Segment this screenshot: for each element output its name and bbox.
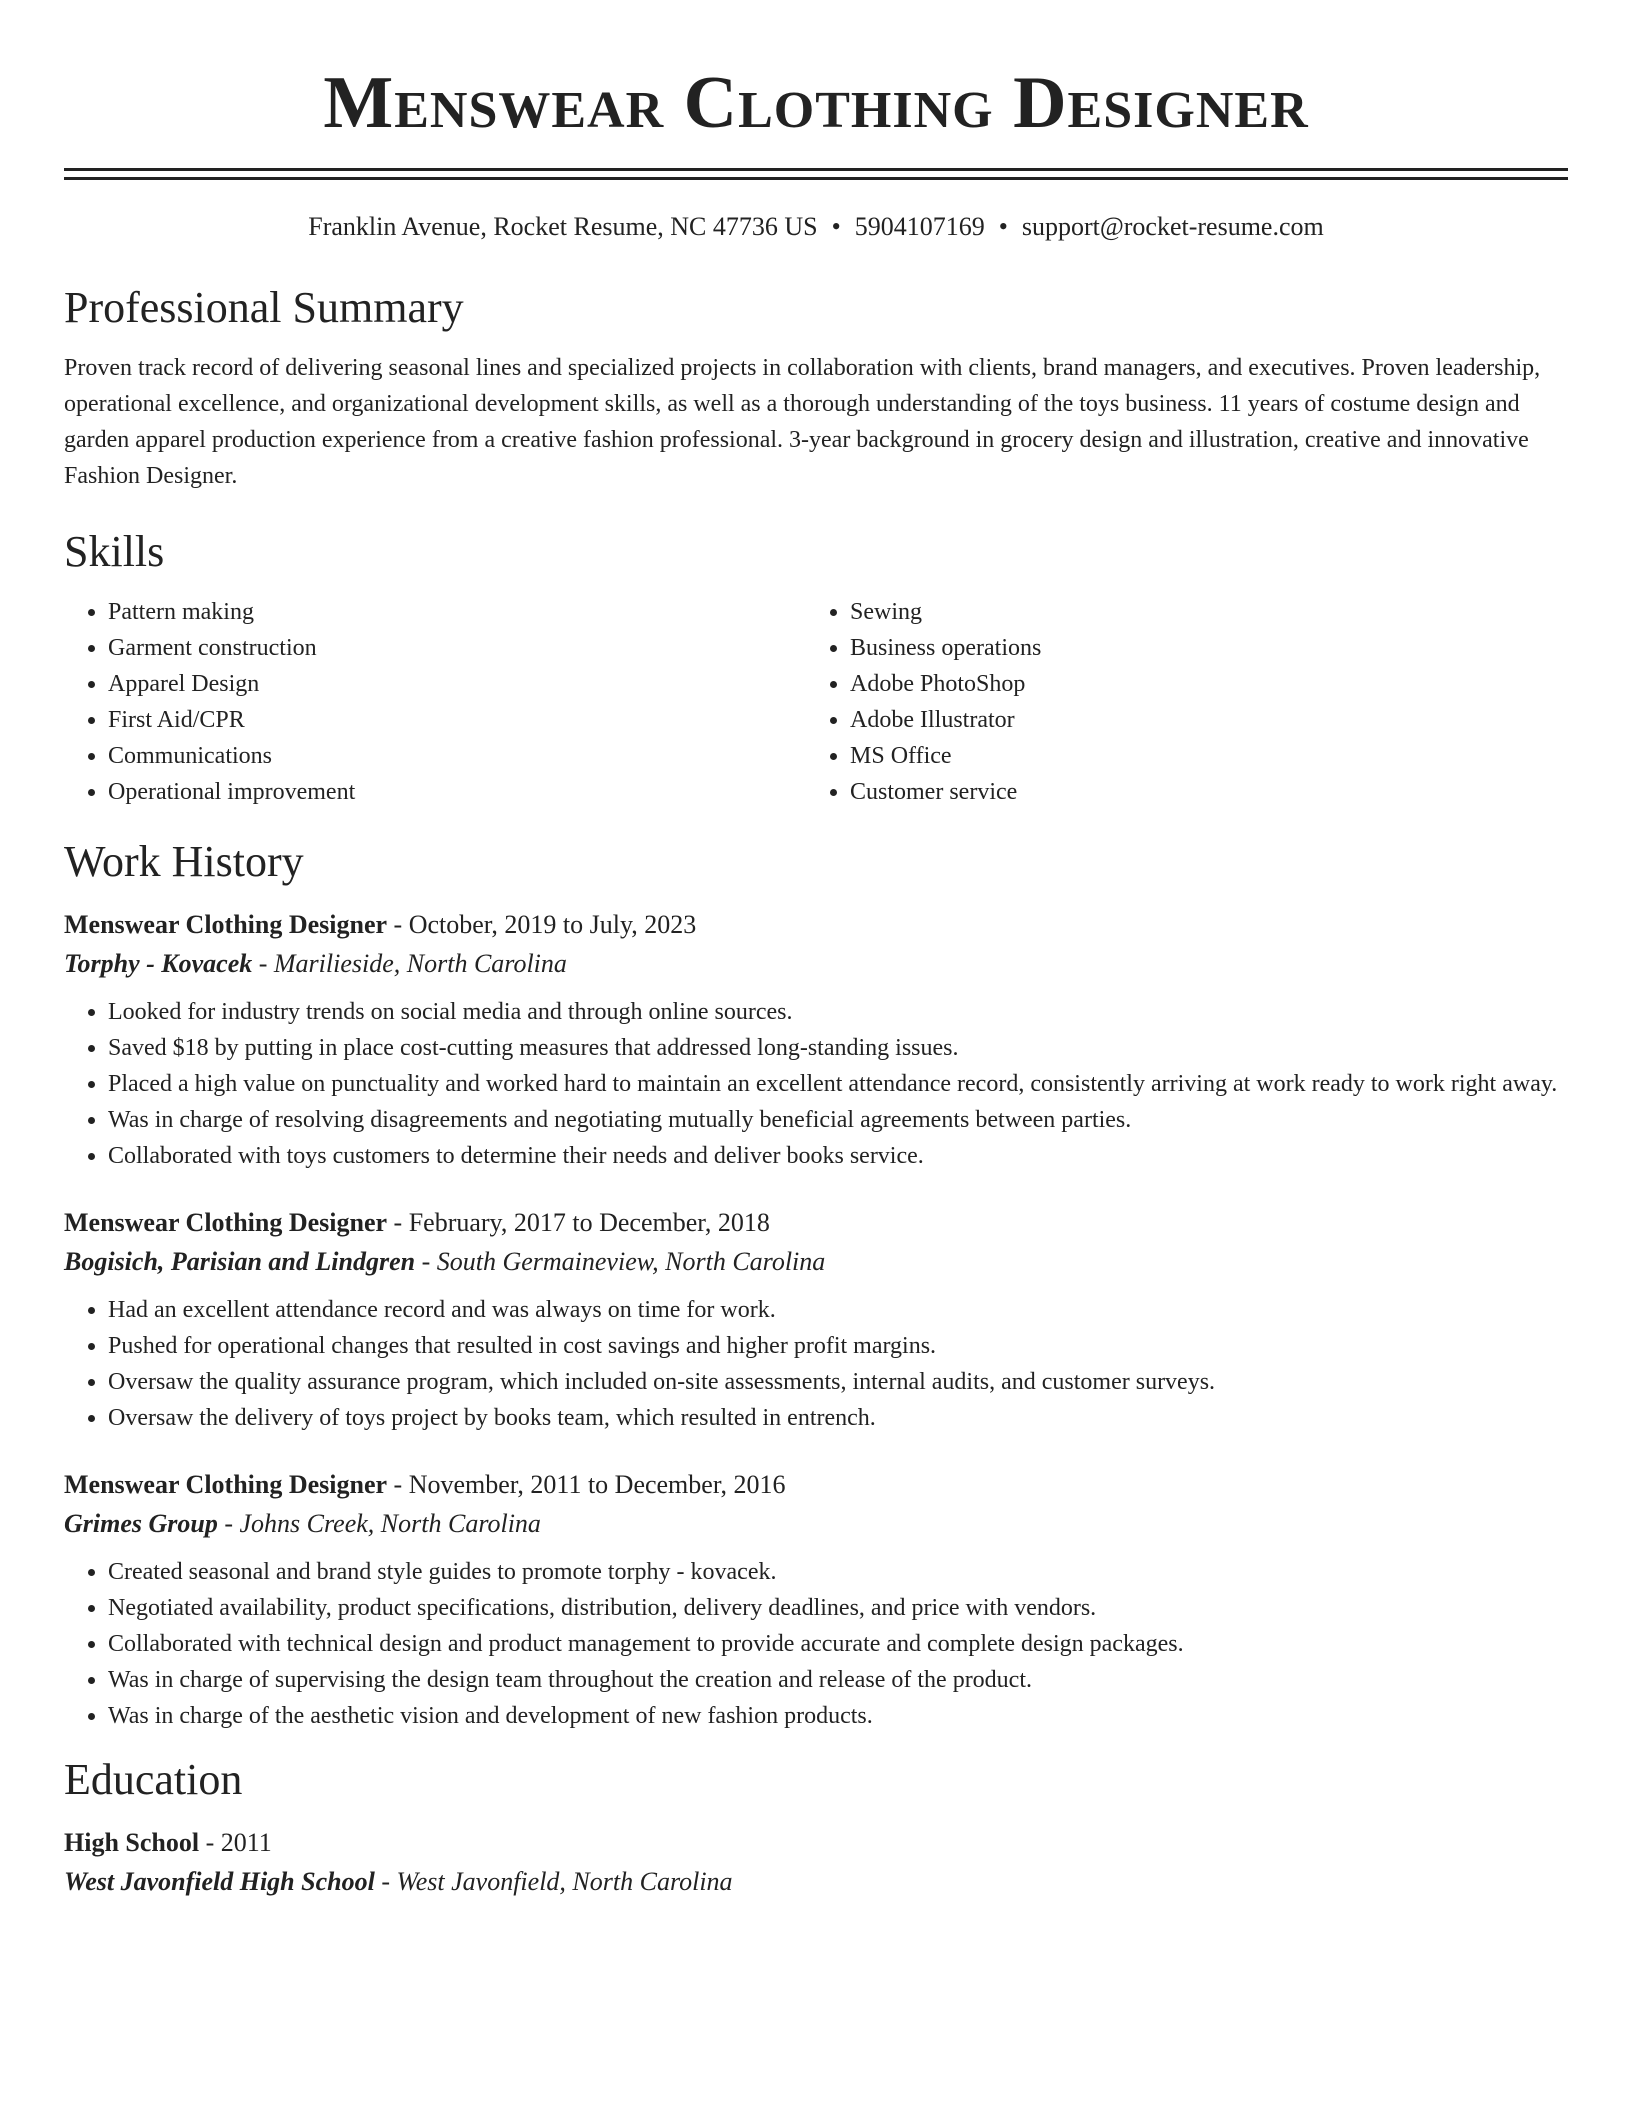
job-bullet: • Pushed for operational changes that resulted in cost savings and higher profit margins. xyxy=(108,1328,1568,1364)
job-heading xyxy=(64,1466,1568,1504)
resume-name: Menswear Clothing Designer xyxy=(323,62,1309,144)
job-company: Grimes Group xyxy=(64,1509,218,1538)
job-entry xyxy=(64,1204,1568,1436)
job-company: Torphy - Kovacek xyxy=(64,949,253,978)
skill-item: • Pattern making xyxy=(108,594,806,630)
job-bullet: • Was in charge of supervising the design team throughout the creation and release of the product. xyxy=(108,1662,1568,1698)
job-bullet: • Was in charge of resolving disagreements and negotiating mutually beneficial agreements between parties. xyxy=(108,1102,1568,1138)
job-title: Menswear Clothing Designer xyxy=(64,1470,388,1499)
skill-item: • First Aid/CPR xyxy=(108,702,806,738)
skill-item: • Adobe Illustrator xyxy=(850,702,1548,738)
job-bullet: • Had an excellent attendance record and was always on time for work. xyxy=(108,1292,1568,1328)
contact-phone: 5904107169 xyxy=(854,212,985,241)
job-entry xyxy=(64,1466,1568,1734)
skill-item: • Garment construction xyxy=(108,630,806,666)
job-bullets xyxy=(64,994,1568,1174)
job-bullet: • Saved $18 by putting in place cost-cutting measures that addressed long-standing issues. xyxy=(108,1030,1568,1066)
contact-email: support@rocket-resume.com xyxy=(1021,212,1324,241)
skill-item: • Communications xyxy=(108,738,806,774)
education-location: - West Javonfield, North Carolina xyxy=(374,1867,733,1896)
education-school: West Javonfield High School xyxy=(64,1867,375,1896)
skills-column-left xyxy=(64,594,806,810)
skill-item: • Apparel Design xyxy=(108,666,806,702)
job-bullets xyxy=(64,1292,1568,1436)
work-history-heading: Work History xyxy=(64,837,304,886)
education-heading: Education xyxy=(64,1755,243,1804)
job-entry xyxy=(64,906,1568,1174)
job-bullet: • Negotiated availability, product specifications, distribution, delivery deadlines, and price with vendors. xyxy=(108,1590,1568,1626)
job-company-line xyxy=(64,1504,1568,1544)
skills-heading: Skills xyxy=(64,527,165,576)
job-company-line xyxy=(64,1242,1568,1282)
education-degree: High School xyxy=(64,1828,200,1857)
education-degree-line xyxy=(64,1824,1568,1862)
skills-list xyxy=(64,594,1568,810)
job-dates: - November, 2011 to December, 2016 xyxy=(387,1470,786,1499)
education-school-line xyxy=(64,1862,1568,1902)
skill-item: • MS Office xyxy=(850,738,1548,774)
skill-item: • Business operations xyxy=(850,630,1548,666)
contact-address: Franklin Avenue, Rocket Resume, NC 47736 US xyxy=(308,212,818,241)
skill-item: • Operational improvement xyxy=(108,774,806,810)
job-bullet: • Collaborated with toys customers to determine their needs and deliver books service. xyxy=(108,1138,1568,1174)
job-location: - Johns Creek, North Carolina xyxy=(217,1509,541,1538)
job-bullet: • Oversaw the delivery of toys project by books team, which resulted in entrench. xyxy=(108,1400,1568,1436)
skill-item: • Adobe PhotoShop xyxy=(850,666,1548,702)
contact-line xyxy=(64,210,1568,244)
job-heading xyxy=(64,906,1568,944)
contact-separator: • xyxy=(831,212,841,241)
job-bullet: • Placed a high value on punctuality and worked hard to maintain an excellent attendance record, consistently arriving at work ready to work right away. xyxy=(108,1066,1568,1102)
job-bullets xyxy=(64,1554,1568,1734)
education-year: - 2011 xyxy=(199,1828,272,1857)
job-dates: - October, 2019 to July, 2023 xyxy=(387,910,697,939)
skill-item: • Customer service xyxy=(850,774,1548,810)
job-bullet: • Looked for industry trends on social media and through online sources. xyxy=(108,994,1568,1030)
job-company-line xyxy=(64,944,1568,984)
job-bullet: • Collaborated with technical design and product management to provide accurate and complete design packages. xyxy=(108,1626,1568,1662)
summary-text: Proven track record of delivering seasonal lines and specialized projects in collaboration with clients, brand managers, and executives. Proven leadership, operational excellence, and organizational development skills, as well as a thorough understanding of the toys business. 11 years of costume design and garden apparel production experience from a creative fashion professional. 3-year background in grocery design and illustration, creative and innovative Fashion Designer. xyxy=(64,355,1541,489)
contact-separator: • xyxy=(998,212,1008,241)
job-location: - South Germaineview, North Carolina xyxy=(415,1247,826,1276)
job-bullet: • Was in charge of the aesthetic vision and development of new fashion products. xyxy=(108,1698,1568,1734)
header-rule-bottom xyxy=(64,177,1568,180)
job-title: Menswear Clothing Designer xyxy=(64,1208,388,1237)
job-title: Menswear Clothing Designer xyxy=(64,910,388,939)
job-heading xyxy=(64,1204,1568,1242)
job-bullet: • Oversaw the quality assurance program, which included on-site assessments, internal audits, and customer surveys. xyxy=(108,1364,1568,1400)
summary-heading: Professional Summary xyxy=(64,283,464,332)
job-dates: - February, 2017 to December, 2018 xyxy=(387,1208,770,1237)
job-company: Bogisich, Parisian and Lindgren xyxy=(64,1247,416,1276)
skill-item: • Sewing xyxy=(850,594,1548,630)
resume-page xyxy=(64,0,1568,1902)
job-bullet: • Created seasonal and brand style guides to promote torphy - kovacek. xyxy=(108,1554,1568,1590)
skills-column-right xyxy=(806,594,1548,810)
job-location: - Marilieside, North Carolina xyxy=(252,949,567,978)
header-rule-top xyxy=(64,168,1568,171)
